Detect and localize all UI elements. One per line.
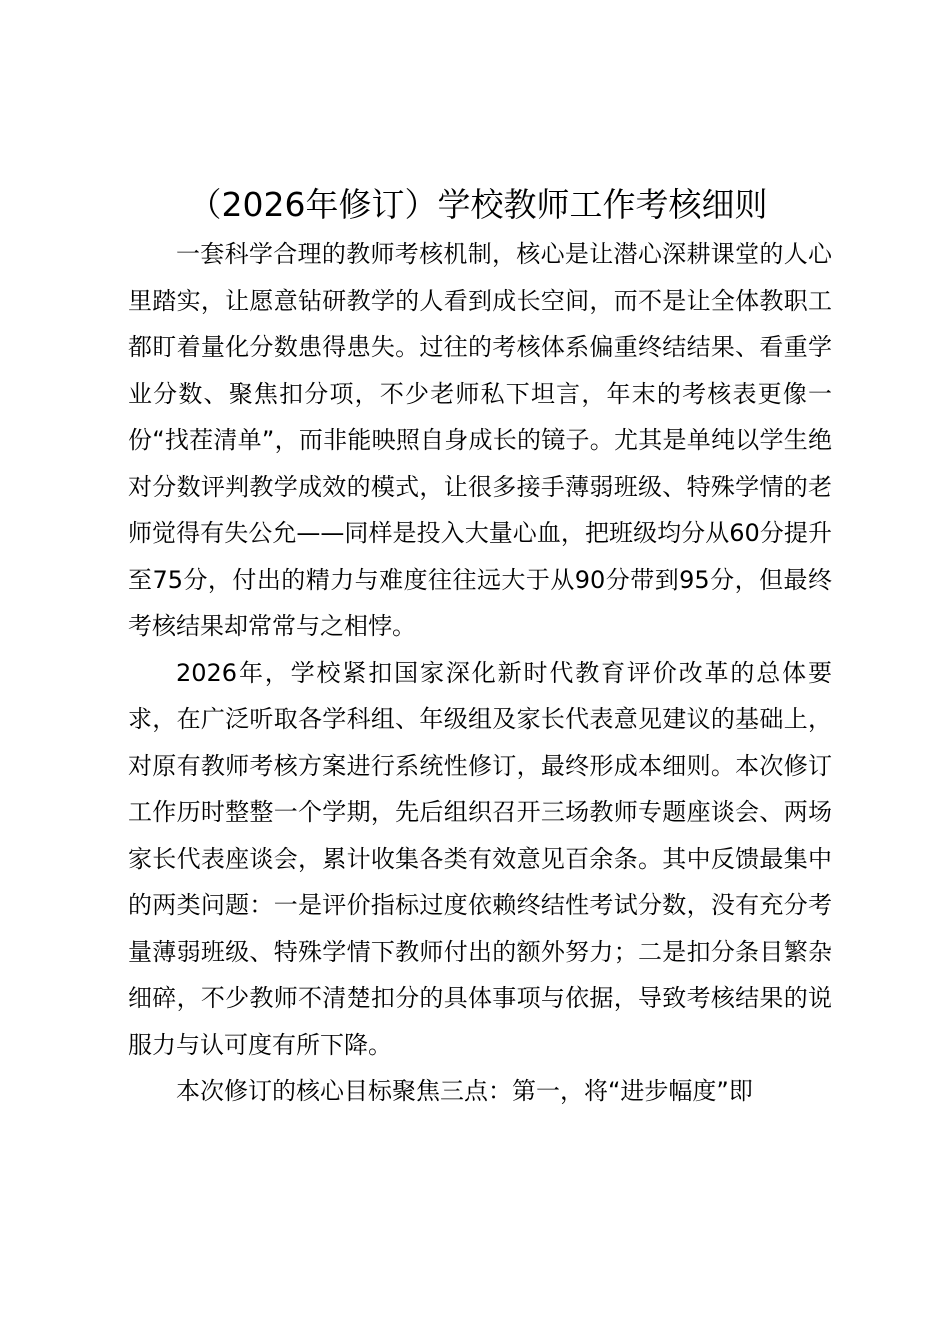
- paragraph-2: 2026年，学校紧扣国家深化新时代教育评价改革的总体要求，在广泛听取各学科组、年级组及家长代表意见建议的基础上，对原有教师考核方案进行系统性修订，最终形成本细则。本次修订工作历时整整一个学期，先后组织召开三场教师专题座谈会、两场家长代表座谈会，累计收集各类有效意见百余条。其中反馈最集中的两类问题：一是评价指标过度依赖终结性考试分数，没有充分考量薄弱班级、特殊学情下教师付出的额外努力；二是扣分条目繁杂细碎，不少教师不清楚扣分的具体事项与依据，导致考核结果的说服力与认可度有所下降。: [128, 658, 832, 1059]
- document-title: （2026年修订）学校教师工作考核细则: [188, 185, 768, 224]
- paragraph-3: 本次修订的核心目标聚焦三点：第一，将“进步幅度”即: [176, 1077, 753, 1105]
- paragraph-1: 一套科学合理的教师考核机制，核心是让潜心深耕课堂的人心里踏实，让愿意钻研教学的人看到成长空间，而不是让全体教职工都盯着量化分数患得患失。过往的考核体系偏重终结结果、看重学业分数、聚焦扣分项，不少老师私下坦言，年末的考核表更像一份“找茬清单”，而非能映照自身成长的镜子。尤其是单纯以学生绝对分数评判教学成效的模式，让很多接手薄弱班级、特殊学情的老师觉得有失公允——同样是投入大量心血，把班级均分从60分提升至75分，付出的精力与难度往往远大于从90分带到95分，但最终考核结果却常常与之相悖。: [128, 240, 832, 640]
- document-body: [128, 231, 832, 1115]
